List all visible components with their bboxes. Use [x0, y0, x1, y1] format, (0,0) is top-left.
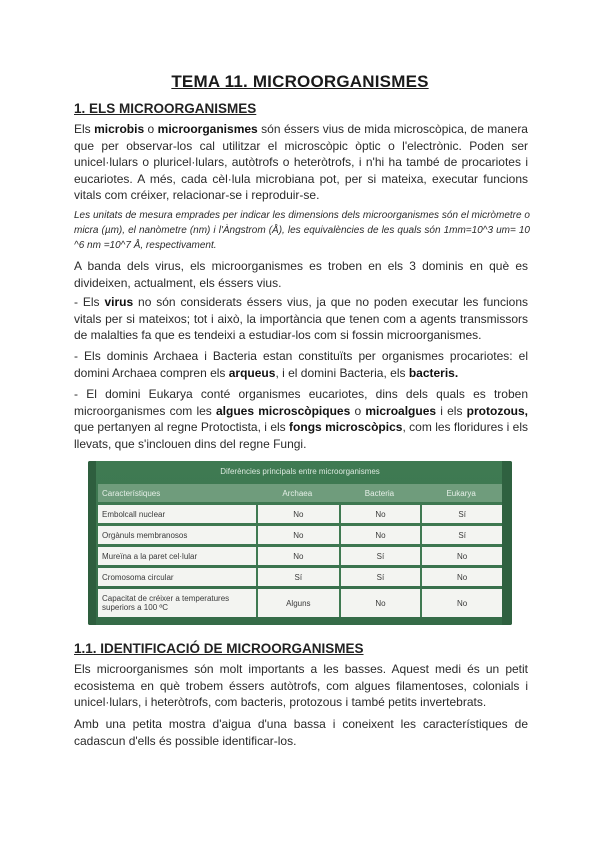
table-cell: No: [420, 568, 502, 586]
table-cell: No: [256, 547, 339, 565]
table-row: [98, 526, 502, 544]
table-cell: Alguns: [256, 589, 339, 617]
table-row: [98, 589, 502, 617]
photo-shadow-left: [88, 461, 96, 625]
table-cell: No: [339, 526, 421, 544]
header-cell: Característiques: [98, 484, 256, 502]
table-cell: No: [420, 589, 502, 617]
table-caption: Diferències principals entre microorganismes: [220, 467, 380, 476]
header-cell: Archaea: [256, 484, 339, 502]
photo-shadow-right: [502, 461, 512, 625]
section-heading-identificacio: 1.1. IDENTIFICACIÓ DE MICROORGANISMES: [74, 641, 364, 656]
table-cell: Sí: [420, 505, 502, 523]
table-cell: Sí: [256, 568, 339, 586]
table-cell: Embolcall nuclear: [98, 505, 256, 523]
paragraph-eukarya: - El domini Eukarya conté organismes eucariotes, dins dels quals es troben microorganismes com les algues microscòpiques o microalgues i els protozous, que pertanyen al regne Protoctista, i els fongs microscòpics, com les floridures i els llevats, que s'inclouen dins del regne Fungi.: [74, 387, 529, 451]
table-row: [98, 547, 502, 565]
table-cell: No: [256, 526, 339, 544]
paragraph-domains: A banda dels virus, els microorganismes es troben en els 3 dominis en què es divideixen, actualment, els éssers vius.: [74, 259, 528, 290]
microorganisms-table: [98, 481, 502, 620]
table-cell: No: [339, 589, 421, 617]
header-cell: Bacteria: [339, 484, 421, 502]
header-cell: Eukarya: [420, 484, 502, 502]
table-cell: Cromosoma circular: [98, 568, 256, 586]
table-cell: Orgànuls membranosos: [98, 526, 256, 544]
table-row: [98, 568, 502, 586]
paragraph-archaea-bacteria: - Els dominis Archaea i Bacteria estan constituïts per organismes procariotes: el domini Archaea compren els arqueus, i el domini Bacteria, els bacteris.: [74, 349, 528, 380]
paragraph-virus: - Els virus no són considerats éssers vius, ja que no poden executar les funcions vitals per si mateixos; tot i això, la importància que tenen com a agents transmissors de malalties fa que es tendeixi a estudiar-los com si fossin microorganismes.: [74, 295, 528, 343]
page-title: TEMA 11. MICROORGANISMES: [171, 72, 429, 91]
note-units: Les unitats de mesura emprades per indicar les dimensions dels microorganismes són el micròmetre o micra (µm), el nanòmetre (nm) i l'Àngstrom (Å), les equivalències de les quals són 1mm=10^3 um= 10 ^6 nm =10^7 Å, respectivament.: [74, 210, 530, 251]
table-header-row: [98, 484, 502, 502]
table-cell: No: [420, 547, 502, 565]
table-photo: [88, 461, 512, 625]
table-cell: Capacitat de créixer a temperatures superiors a 100 ºC: [98, 589, 256, 617]
table-cell: Sí: [339, 547, 421, 565]
paragraph-intro: Els microbis o microorganismes són éssers vius de mida microscòpica, de manera que per observar-los cal utilitzar el microscòpic òptic o l'electrònic. Poden ser unicel·lulars o pluricel·lulars, autòtrofs o heteròtrofs, i n'hi ha també de procariotes i eucariotes. A més, cada cèl·lula microbiana pot, per si mateixa, executar funcions vitals com créixer, relacionar-se i reproduir-se.: [74, 122, 528, 203]
paragraph-identificar: Amb una petita mostra d'aigua d'una bassa i coneixent les característiques de cadascun d'ells és possible identificar-los.: [74, 717, 528, 748]
paragraph-basses: Els microorganismes són molt importants a les basses. Aquest medi és un petit ecosistema en què trobem éssers autòtrofs, com algues filamentoses, colonials i unicel·lulars, i heteròtrofs, com bacteris, protozous i també petits invertebrats.: [74, 662, 528, 710]
table-cell: No: [256, 505, 339, 523]
table-cell: No: [339, 505, 421, 523]
section-heading-microorganismes: 1. ELS MICROORGANISMES: [74, 101, 257, 116]
table-row: [98, 505, 502, 523]
table-cell: Sí: [339, 568, 421, 586]
table-cell: Mureïna a la paret cel·lular: [98, 547, 256, 565]
table-cell: Sí: [420, 526, 502, 544]
